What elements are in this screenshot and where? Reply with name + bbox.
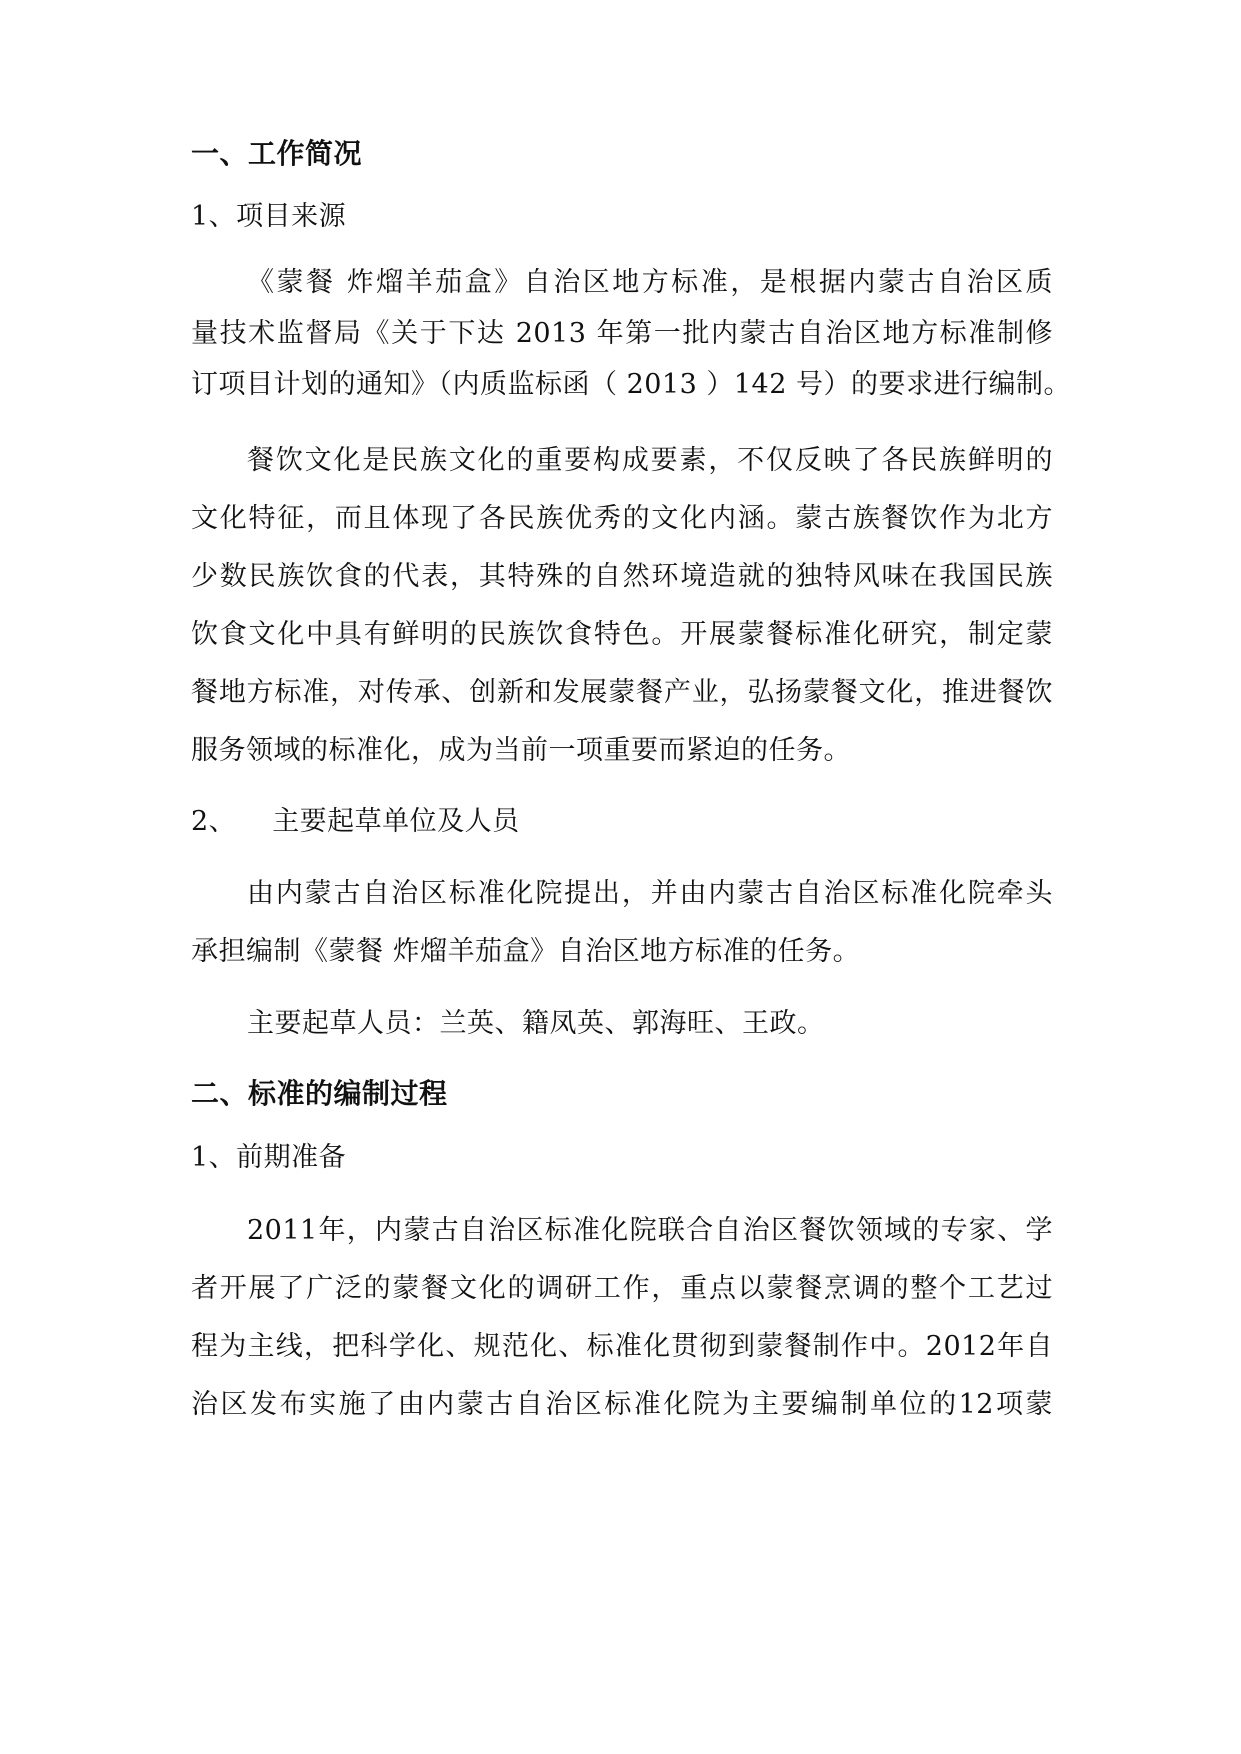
- subsection-title-drafting-units: [191, 805, 520, 839]
- paragraph-line: 少数民族饮食的代表，其特殊的自然环境造就的独特风味在我国民族: [191, 561, 1053, 592]
- paragraph-line: 量技术监督局《关于下达 2013 年第一批内蒙古自治区地方标准制修: [191, 318, 1053, 349]
- subsection-title-preparation: 1、前期准备: [191, 1142, 347, 1173]
- paragraph-line: 文化特征，而且体现了各民族优秀的文化内涵。蒙古族餐饮作为北方: [191, 503, 1053, 534]
- paragraph-line: 订项目计划的通知》（内质监标函（ 2013 ）142 号）的要求进行编制。: [191, 369, 1071, 400]
- paragraph-line: 治区发布实施了由内蒙古自治区标准化院为主要编制单位的12项蒙: [191, 1389, 1053, 1420]
- paragraph-line: 《蒙餐 炸熘羊茄盒》自治区地方标准，是根据内蒙古自治区质: [247, 267, 1053, 298]
- subsection-title-project-source: 1、项目来源: [191, 201, 347, 232]
- section-heading-compilation-process: 二、标准的编制过程: [191, 1077, 448, 1110]
- paragraph-line: 由内蒙古自治区标准化院提出，并由内蒙古自治区标准化院牵头: [247, 878, 1053, 909]
- section-heading-work-overview: 一、工作简况: [191, 137, 363, 170]
- paragraph-line: 2011年，内蒙古自治区标准化院联合自治区餐饮领域的专家、学: [247, 1215, 1053, 1246]
- paragraph-line: 程为主线，把科学化、规范化、标准化贯彻到蒙餐制作中。2012年自: [191, 1331, 1053, 1362]
- paragraph-line: 饮食文化中具有鲜明的民族饮食特色。开展蒙餐标准化研究，制定蒙: [191, 619, 1053, 650]
- paragraph-line: 服务领域的标准化，成为当前一项重要而紧迫的任务。: [191, 735, 851, 766]
- paragraph-line: 者开展了广泛的蒙餐文化的调研工作，重点以蒙餐烹调的整个工艺过: [191, 1273, 1053, 1304]
- paragraph-drafters: 主要起草人员：兰英、籍凤英、郭海旺、王政。: [247, 1008, 825, 1039]
- paragraph-line: 餐饮文化是民族文化的重要构成要素，不仅反映了各民族鲜明的: [247, 445, 1053, 476]
- paragraph-line: 餐地方标准，对传承、创新和发展蒙餐产业，弘扬蒙餐文化，推进餐饮: [191, 677, 1053, 708]
- subsection-number: 2、: [191, 806, 237, 837]
- paragraph-line: 承担编制《蒙餐 炸熘羊茄盒》自治区地方标准的任务。: [191, 936, 861, 967]
- subsection-label: 主要起草单位及人员: [272, 806, 520, 837]
